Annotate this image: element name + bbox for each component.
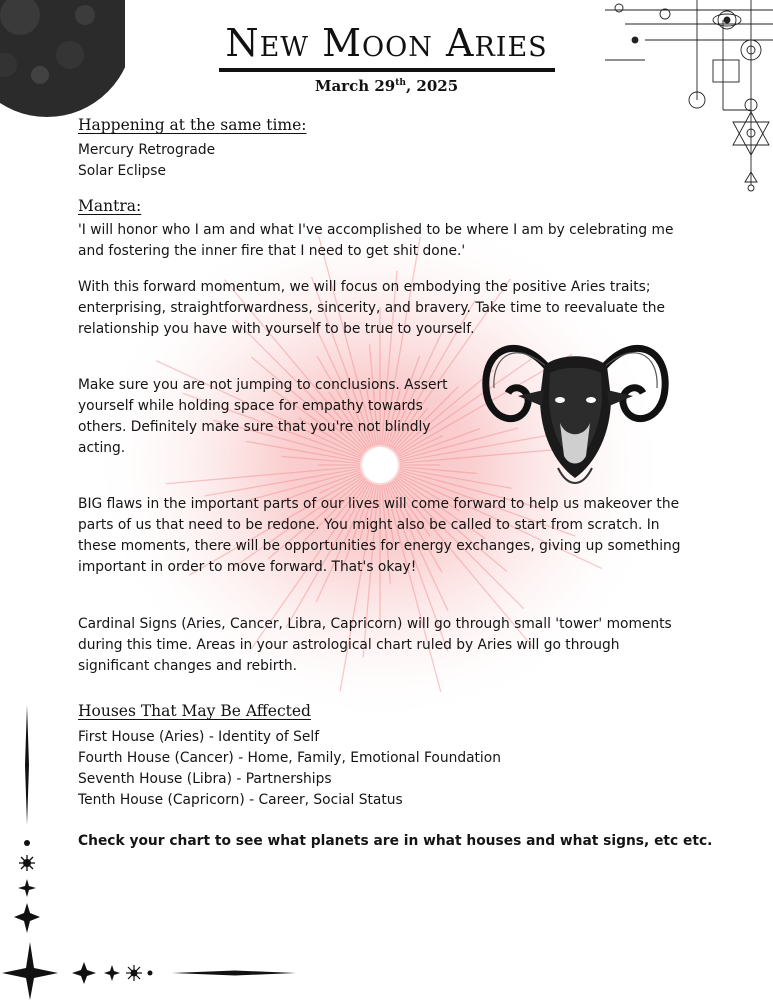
house-item: Tenth House (Capricorn) - Career, Social Status bbox=[78, 792, 403, 808]
date-suffix: th bbox=[395, 78, 406, 88]
houses-heading: Houses That May Be Affected bbox=[78, 702, 311, 720]
date-line bbox=[0, 77, 773, 95]
happening-item: Mercury Retrograde bbox=[78, 142, 216, 158]
house-item: Seventh House (Libra) - Partnerships bbox=[78, 771, 332, 787]
paragraph-2-line: others. Definitely make sure that you're not blindly bbox=[78, 419, 431, 435]
mantra-heading: Mantra: bbox=[78, 197, 142, 215]
paragraph-2-line: yourself while holding space for empathy towards bbox=[78, 398, 423, 414]
mantra-line: and fostering the inner fire that I need to get shit done.' bbox=[78, 243, 466, 259]
paragraph-4-line: significant changes and rebirth. bbox=[78, 658, 297, 674]
vertical-ornament-icon bbox=[14, 705, 40, 935]
paragraph-3-line: BIG flaws in the important parts of our lives will come forward to help us makeover the bbox=[78, 496, 680, 512]
paragraph-4-line: during this time. Areas in your astrological chart ruled by Aries will go through bbox=[78, 637, 620, 653]
paragraph-1-line: enterprising, straightforwardness, sincerity, and bravery. Take time to reevaluate the bbox=[78, 300, 666, 316]
paragraph-2-line: Make sure you are not jumping to conclusions. Assert bbox=[78, 377, 448, 393]
bottom-ornament-icon bbox=[0, 940, 300, 1000]
footer-note: Check your chart to see what planets are in what houses and what signs, etc etc. bbox=[78, 833, 713, 849]
page-title: New Moon Aries bbox=[225, 21, 548, 65]
title-divider bbox=[219, 68, 555, 72]
paragraph-3-line: important in order to move forward. That's okay! bbox=[78, 559, 417, 575]
paragraph-3-line: parts of us that need to be redone. You might also be called to start from scratch. In bbox=[78, 517, 660, 533]
paragraph-1-line: With this forward momentum, we will focus on embodying the positive Aries traits; bbox=[78, 279, 651, 295]
aries-ram-icon bbox=[478, 328, 673, 498]
paragraph-2-line: acting. bbox=[78, 440, 126, 456]
mantra-line: 'I will honor who I am and what I've accomplished to be where I am by celebrating me bbox=[78, 222, 674, 238]
happening-heading: Happening at the same time: bbox=[78, 116, 307, 134]
date-main: March 29 bbox=[314, 77, 396, 95]
date-year: , 2025 bbox=[405, 77, 459, 95]
house-item: First House (Aries) - Identity of Self bbox=[78, 729, 320, 745]
paragraph-3-line: these moments, there will be opportunities for energy exchanges, giving up something bbox=[78, 538, 681, 554]
house-item: Fourth House (Cancer) - Home, Family, Emotional Foundation bbox=[78, 750, 501, 766]
paragraph-1-line: relationship you have with yourself to be true to yourself. bbox=[78, 321, 475, 337]
paragraph-4-line: Cardinal Signs (Aries, Cancer, Libra, Capricorn) will go through small 'tower' moments bbox=[78, 616, 672, 632]
happening-item: Solar Eclipse bbox=[78, 163, 166, 179]
